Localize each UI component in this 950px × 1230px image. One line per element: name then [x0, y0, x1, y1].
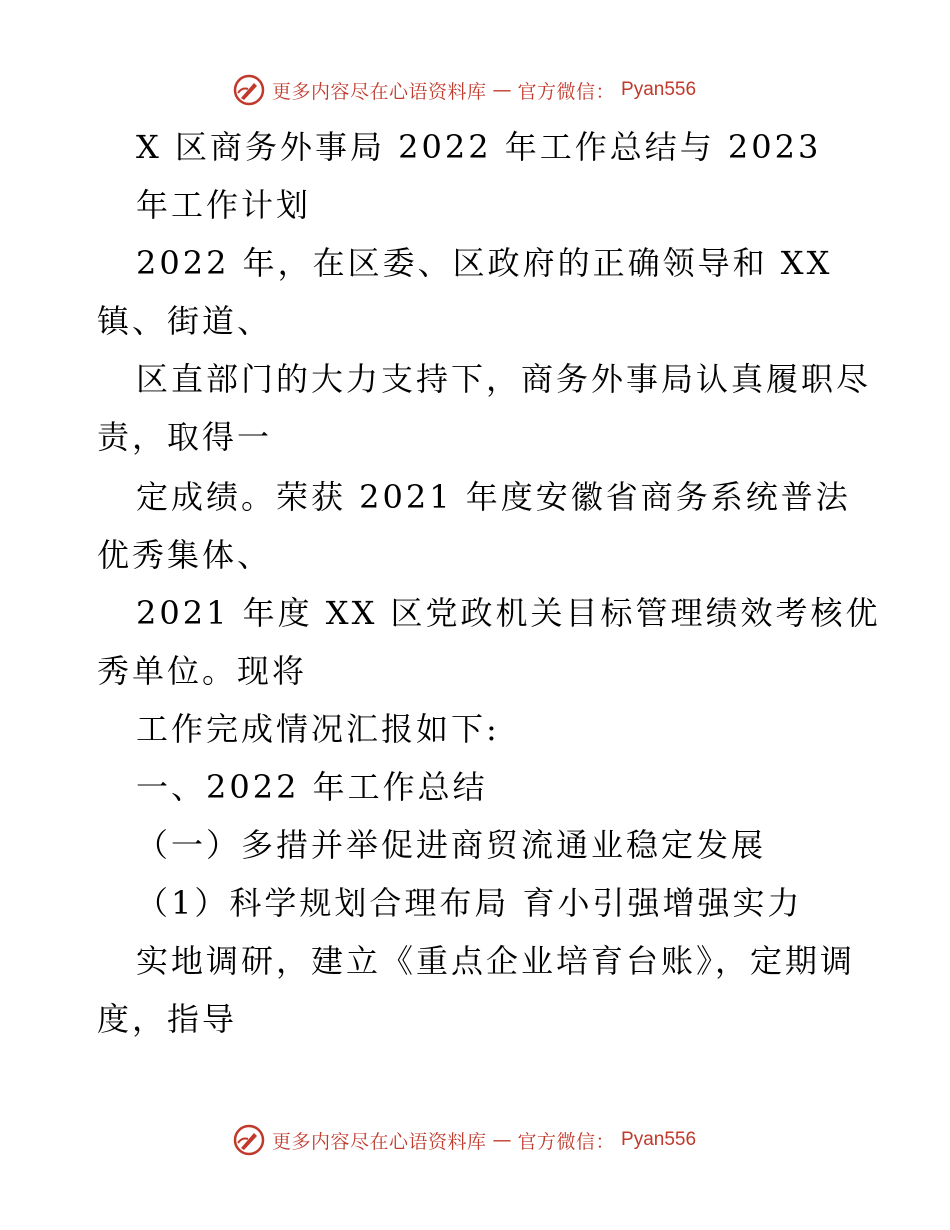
- pen-seal-icon: [232, 73, 266, 107]
- doc-title-line-1: X 区商务外事局 2022 年工作总结与 2023: [136, 128, 822, 166]
- watermark-id: Pyan556: [621, 79, 697, 100]
- watermark-suffix: 官方微信：: [517, 80, 616, 103]
- paragraph-line: 2022 年，在区委、区政府的正确领导和 XX: [136, 244, 833, 282]
- watermark-text: 更多内容尽在心语资料库: [272, 1130, 487, 1153]
- paragraph-line: 实地调研，建立《重点企业培育台账》，定期调: [136, 942, 856, 980]
- paragraph-line: 镇、街道、: [97, 302, 273, 340]
- paragraph-line: 区直部门的大力支持下，商务外事局认真履职尽: [136, 360, 872, 398]
- paragraph-line: 秀单位。现将: [97, 652, 308, 690]
- paragraph-line: 定成绩。荣获 2021 年度安徽省商务系统普法: [136, 478, 851, 516]
- paragraph-line: 优秀集体、: [97, 536, 273, 574]
- watermark-dash: —: [492, 1129, 512, 1151]
- pen-seal-icon: [232, 1123, 266, 1157]
- paragraph-line: 工作完成情况汇报如下:: [136, 710, 500, 748]
- doc-title-line-2: 年工作计划: [136, 186, 312, 224]
- watermark-text: 更多内容尽在心语资料库: [272, 80, 487, 103]
- footer-watermark: [232, 1122, 696, 1158]
- header-watermark: [232, 72, 696, 108]
- paragraph-line: 度，指导: [97, 1000, 238, 1038]
- paragraph-line: 2021 年度 XX 区党政机关目标管理绩效考核优: [136, 594, 881, 632]
- watermark-dash: —: [492, 79, 512, 101]
- watermark-id: Pyan556: [621, 1129, 697, 1150]
- subsection-heading: （1）科学规划合理布局 育小引强增强实力: [136, 884, 803, 922]
- paragraph-line: 责，取得一: [97, 418, 273, 456]
- section-heading: 一、2022 年工作总结: [136, 768, 488, 806]
- watermark-suffix: 官方微信：: [517, 1130, 616, 1153]
- subsection-heading: （一）多措并举促进商贸流通业稳定发展: [136, 826, 767, 864]
